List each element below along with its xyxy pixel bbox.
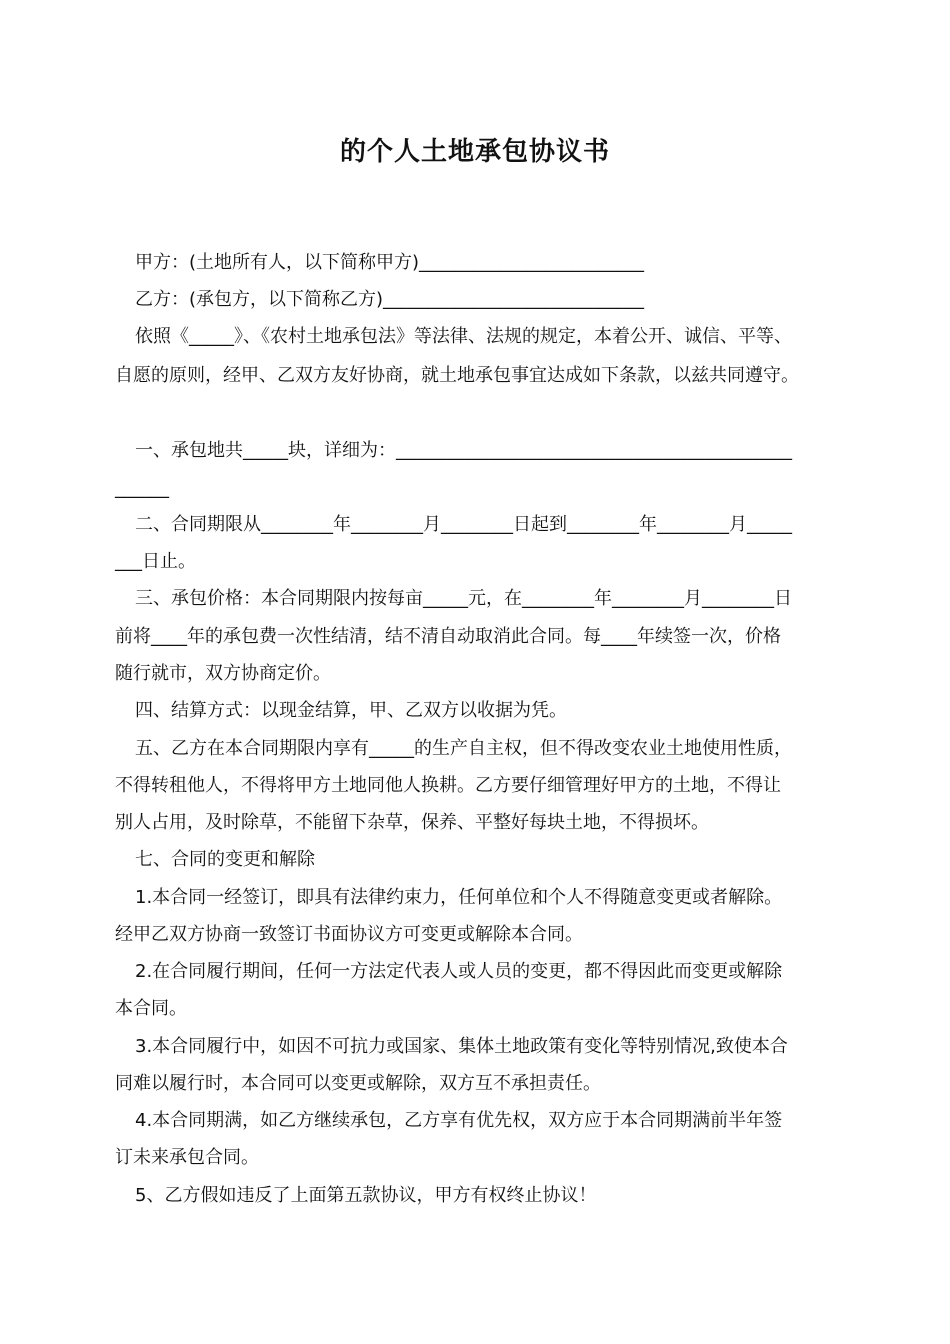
item-2-line-2: 本合同。 [115,998,187,1019]
clause-5-line-3: 别人占用，及时除草，不能留下杂草，保养、平整好每块土地，不得损坏。 [115,812,709,833]
intro-line-2: 自愿的原则，经甲、乙双方友好协商，就土地承包事宜达成如下条款，以兹共同遵守。 [115,365,799,386]
item-2-line-1: 2.在合同履行期间，任何一方法定代表人或人员的变更，都不得因此而变更或解除 [135,961,783,982]
item-1-line-2: 经甲乙双方协商一致签订书面协议方可变更或解除本合同。 [115,924,583,945]
clause-1-line-2: ______ [115,478,169,499]
clause-5-line-2: 不得转租他人，不得将甲方土地同他人换耕。乙方要仔细管理好甲方的土地，不得让 [115,775,781,796]
item-4-line-2: 订未来承包合同。 [115,1147,259,1168]
item-3-line-2: 同难以履行时，本合同可以变更或解除，双方互不承担责任。 [115,1073,601,1094]
document-title: 的个人土地承包协议书 [339,137,610,167]
clause-4-line: 四、结算方式：以现金结算，甲、乙双方以收据为凭。 [135,700,567,721]
clause-3-line-1: 三、承包价格：本合同期限内按每亩_____元，在________年________月________日 [135,588,792,609]
intro-line-1 [115,325,855,349]
clause-3-line-3: 随行就市，双方协商定价。 [115,663,331,684]
clause-5-line-1: 五、乙方在本合同期限内享有_____的生产自主权，但不得改变农业土地使用性质， [135,738,792,759]
party-b-line: 乙方：(承包方，以下简称乙方)_____________________________ [135,289,645,310]
section-7-heading: 七、合同的变更和解除 [135,849,315,870]
item-5-line: 5、乙方假如违反了上面第五款协议，甲方有权终止协议！ [135,1185,597,1206]
clause-2-line-1: 二、合同期限从________年________月________日起到________年________月_____ [135,514,792,535]
party-a-line: 甲方：(土地所有人，以下简称甲方)_________________________ [135,252,645,273]
item-4-line-1: 4.本合同期满，如乙方继续承包，乙方享有优先权，双方应于本合同期满前半年签 [135,1110,783,1131]
clause-3-line-2: 前将____年的承包费一次性结清，结不清自动取消此合同。每____年续签一次，价格 [115,626,781,647]
intro-text-1: 依照《_____》、《农村土地承包法》等法律、法规的规定，本着公开、诚信、平等、 [135,326,792,347]
item-1-line-1: 1.本合同一经签订，即具有法律约束力，任何单位和个人不得随意变更或者解除。 [135,887,783,908]
item-3-line-1: 3.本合同履行中，如因不可抗力或国家、集体土地政策有变化等特别情况,致使本合 [135,1036,788,1057]
clause-2-line-2: ___日止。 [115,551,196,572]
clause-1-line-1: 一、承包地共_____块，详细为：____________________________________________ [135,440,792,461]
